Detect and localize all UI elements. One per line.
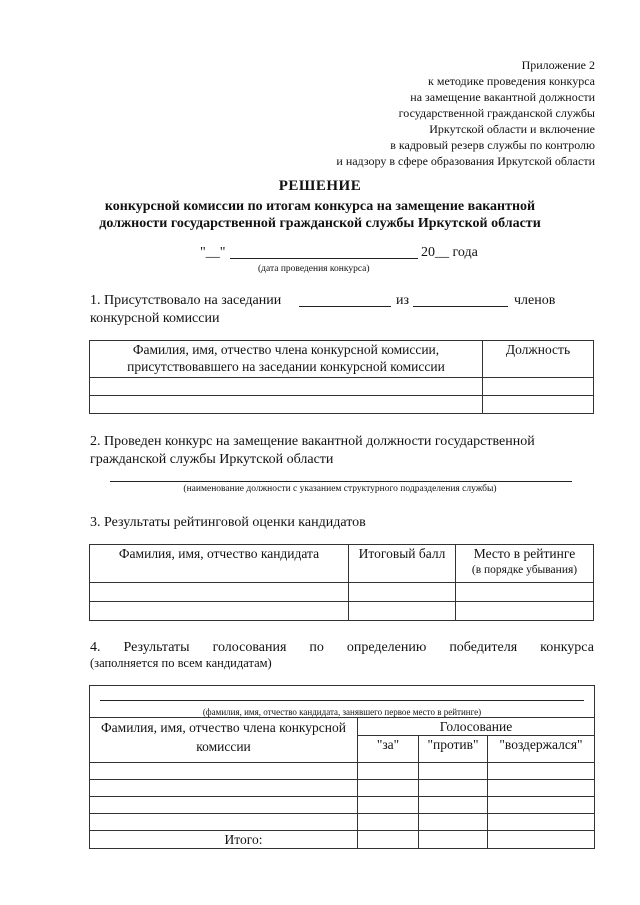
section4-total-label: Итого:	[90, 831, 358, 849]
section4-vote-header: Голосование	[358, 718, 595, 736]
section1-col-name: Фамилия, имя, отчество члена конкурсной комиссии, присутствовавшего на заседании конкурсной комиссии	[90, 341, 483, 378]
date-year-text: 20__ года	[421, 245, 478, 260]
section1-present-line	[299, 306, 391, 307]
appendix-block	[336, 57, 595, 169]
table-row	[90, 378, 594, 396]
table-row	[90, 814, 595, 831]
section1-from-text: из	[396, 293, 410, 308]
section2-text-line2: гражданской службы Иркутской области	[90, 452, 334, 467]
table-row	[90, 780, 595, 797]
section4-word: конкурса	[540, 640, 594, 655]
section4-col-for: "за"	[358, 736, 419, 763]
section4-winner-cell	[90, 686, 595, 718]
section1-text-line2: конкурсной комиссии	[90, 311, 220, 326]
section4-table	[89, 685, 595, 849]
section1-table	[89, 340, 594, 414]
section3-col-score: Итоговый балл	[349, 545, 456, 583]
section2-text-line1: 2. Проведен конкурс на замещение вакантной должности государственной	[90, 434, 535, 449]
appendix-line: в кадровый резерв службы по контролю	[390, 138, 595, 152]
section4-word: победителя	[449, 640, 518, 655]
section4-text-line1	[90, 639, 594, 657]
table-row	[90, 763, 595, 780]
section4-text-line2: (заполняется по всем кандидатам)	[90, 656, 272, 670]
section4-winner-caption: (фамилия, имя, отчество кандидата, занявшего первое место в рейтинге)	[202, 707, 482, 717]
section1-text: 1. Присутствовало на заседании	[90, 293, 282, 308]
appendix-line: Приложение 2	[521, 58, 595, 72]
section2-position-line	[110, 481, 572, 482]
section3-col-rank-label: Место в рейтинге	[473, 546, 576, 561]
section4-word: определению	[346, 640, 427, 655]
document-subtitle-line-1: конкурсной комиссии по итогам конкурса на замещение вакантной	[104, 199, 536, 214]
document-title: РЕШЕНИЕ	[278, 178, 362, 194]
date-caption: (дата проведения конкурса)	[258, 264, 370, 274]
table-row	[90, 396, 594, 414]
date-day-field: "__"	[200, 245, 226, 260]
section1-members-text: членов	[514, 293, 556, 308]
section4-number: 4.	[90, 640, 101, 655]
section3-col-rank	[456, 545, 594, 583]
appendix-line: к методике проведения конкурса	[428, 74, 595, 88]
appendix-line: Иркутской области и включение	[429, 122, 595, 136]
section4-col-against: "против"	[419, 736, 488, 763]
section4-col-abstain: "воздержался"	[488, 736, 595, 763]
date-month-line	[230, 258, 418, 259]
appendix-line: и надзору в сфере образования Иркутской области	[336, 154, 595, 168]
table-row	[90, 602, 594, 621]
section3-col-candidate: Фамилия, имя, отчество кандидата	[90, 545, 349, 583]
appendix-line: государственной гражданской службы	[398, 106, 595, 120]
section1-total-line	[413, 306, 508, 307]
section4-winner-line	[100, 700, 584, 701]
document-subtitle-line-2: должности государственной гражданской службы Иркутской области	[99, 216, 541, 231]
section3-table	[89, 544, 594, 621]
section2-caption: (наименование должности с указанием структурного подразделения службы)	[183, 484, 497, 494]
section3-heading: 3. Результаты рейтинговой оценки кандидатов	[90, 515, 366, 530]
section4-word: голосования	[212, 640, 287, 655]
table-row	[90, 583, 594, 602]
section1-col-position: Должность	[483, 341, 594, 378]
table-row	[90, 797, 595, 814]
section4-col-member: Фамилия, имя, отчество члена конкурсной комиссии	[90, 718, 358, 763]
appendix-line: на замещение вакантной должности	[410, 90, 595, 104]
section4-word: по	[309, 640, 324, 655]
section4-word: Результаты	[123, 640, 190, 655]
section3-col-rank-note: (в порядке убывания)	[471, 564, 578, 576]
